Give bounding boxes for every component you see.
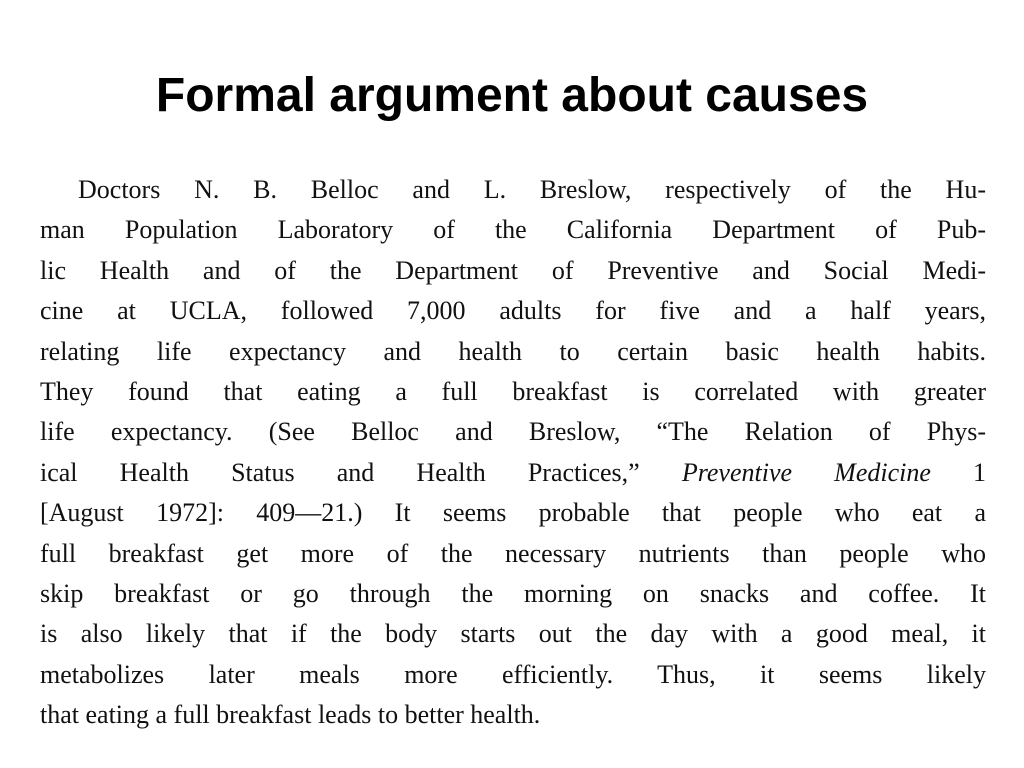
excerpt-line: metabolizes later meals more efficiently. Thus, it seems likely <box>40 659 986 689</box>
excerpt-line: life expectancy. (See Belloc and Breslow, “The Relation of Phys- <box>40 417 986 447</box>
excerpt-line: man Population Laboratory of the California Department of Pub- <box>40 215 986 245</box>
excerpt-line-citation <box>40 453 986 493</box>
excerpt-line: is also likely that if the body starts out the day with a good meal, it <box>40 619 986 649</box>
excerpt-line: They found that eating a full breakfast is correlated with greater <box>40 376 986 406</box>
slide-title: Formal argument about causes <box>155 69 869 122</box>
excerpt-line: Doctors N. B. Belloc and L. Breslow, respectively of the Hu- <box>78 175 986 204</box>
journal-volume: 1 <box>973 457 987 487</box>
scanned-excerpt <box>40 170 986 730</box>
excerpt-line: full breakfast get more of the necessary nutrients than people who <box>40 538 986 568</box>
excerpt-line: lic Health and of the Department of Preventive and Social Medi- <box>40 255 986 285</box>
excerpt-line: [August 1972]: 409—21.) It seems probable that people who eat a <box>40 498 986 528</box>
excerpt-line: skip breakfast or go through the morning on snacks and coffee. It <box>40 578 986 608</box>
excerpt-line: cine at UCLA, followed 7,000 adults for five and a half years, <box>40 296 986 326</box>
excerpt-line: that eating a full breakfast leads to better health. <box>40 700 541 730</box>
journal-title: Preventive Medicine <box>681 457 931 487</box>
citation-text: ical Health Status and Health Practices,” <box>40 457 640 487</box>
excerpt-line: relating life expectancy and health to certain basic health habits. <box>40 336 986 366</box>
